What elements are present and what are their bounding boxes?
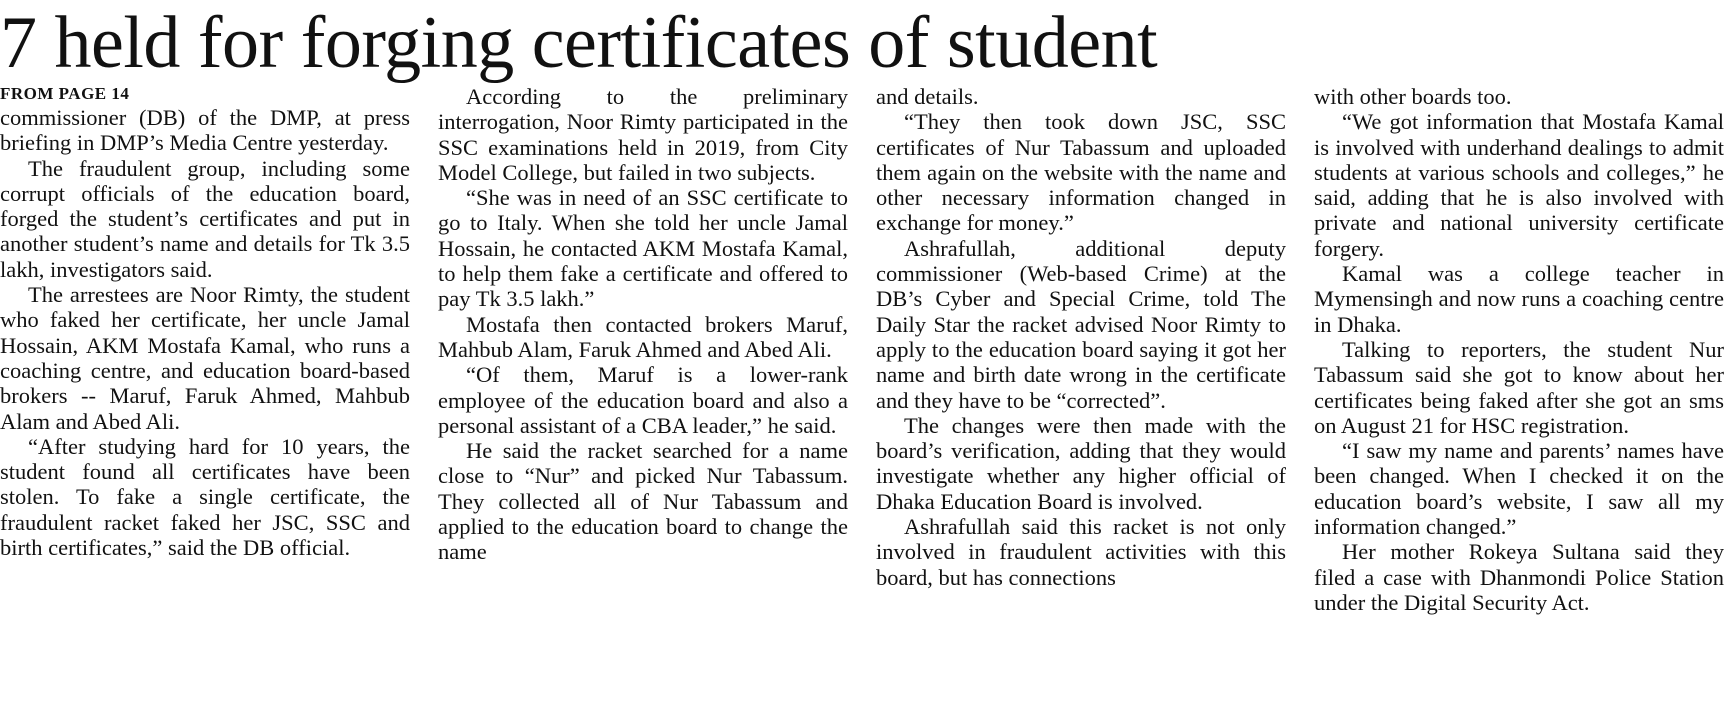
paragraph: “They then took down JSC, SSC certificates of Nur Tabassum and uploaded them again on the website with the name and other necessary information changed in exchange for money.”: [876, 109, 1286, 236]
continued-from-kicker: FROM PAGE 14: [0, 84, 130, 103]
article-body: [0, 84, 1724, 727]
paragraph: The fraudulent group, including some corrupt officials of the education board, forged the student’s certificates and put in another student’s name and details for Tk 3.5 lakh, investigators said.: [0, 155, 410, 282]
paragraph: and details.: [876, 84, 979, 109]
paragraph: The changes were then made with the board’s verification, adding that they would investigate whether any higher official of Dhaka Education Board is involved.: [876, 412, 1286, 514]
paragraph: Kamal was a college teacher in Mymensingh and now runs a coaching centre in Dhaka.: [1314, 261, 1724, 337]
column-3: [876, 84, 1286, 590]
paragraph: commissioner (DB) of the DMP, at press briefing in DMP’s Media Centre yesterday.: [0, 105, 410, 156]
paragraph: Mostafa then contacted brokers Maruf, Mahbub Alam, Faruk Ahmed and Abed Ali.: [438, 311, 848, 362]
paragraph: He said the racket searched for a name close to “Nur” and picked Nur Tabassum. They collected all of Nur Tabassum and applied to the education board to change the name: [438, 438, 848, 565]
paragraph: “I saw my name and parents’ names have been changed. When I checked it on the education board’s website, I saw all my information changed.”: [1314, 438, 1724, 540]
column-4: [1314, 84, 1724, 615]
column-2: [438, 84, 848, 565]
paragraph: Talking to reporters, the student Nur Tabassum said she got to know about her certificates being faked after she got an sms on August 21 for HSC registration.: [1314, 336, 1724, 438]
paragraph: Ashrafullah, additional deputy commissioner (Web-based Crime) at the DB’s Cyber and Special Crime, told The Daily Star the racket advised Noor Rimty to apply to the education board saying it got her name and birth date wrong in the certificate and they have to be “corrected”.: [876, 235, 1286, 413]
paragraph: Ashrafullah said this racket is not only involved in fraudulent activities with this board, but has connections: [876, 514, 1286, 590]
paragraph: “Of them, Maruf is a lower-rank employee of the education board and also a personal assistant of a CBA leader,” he said.: [438, 362, 848, 438]
column-1: [0, 84, 410, 560]
paragraph: “We got information that Mostafa Kamal is involved with underhand dealings to admit students at various schools and colleges,” he said, adding that he is also involved with private and national university certificate forgery.: [1314, 109, 1724, 261]
headline: 7 held for forging certificates of student: [0, 2, 1158, 84]
paragraph: “After studying hard for 10 years, the student found all certificates have been stolen. To fake a single certificate, the fraudulent racket faked her JSC, SSC and birth certificates,” said the DB official.: [0, 433, 410, 561]
paragraph: Her mother Rokeya Sultana said they filed a case with Dhanmondi Police Station under the Digital Security Act.: [1314, 539, 1724, 615]
paragraph: “She was in need of an SSC certificate to go to Italy. When she told her uncle Jamal Hossain, he contacted AKM Mostafa Kamal, to help them fake a certificate and offered to pay Tk 3.5 lakh.”: [438, 185, 848, 312]
paragraph: with other boards too.: [1314, 84, 1512, 109]
paragraph: According to the preliminary interrogation, Noor Rimty participated in the SSC examinations held in 2019, from City Model College, but failed in two subjects.: [438, 84, 848, 185]
paragraph: The arrestees are Noor Rimty, the student who faked her certificate, her uncle Jamal Hossain, AKM Mostafa Kamal, who runs a coaching centre, and education board-based brokers -- Maruf, Faruk Ahmed, Mahbub Alam and Abed Ali.: [0, 282, 410, 434]
